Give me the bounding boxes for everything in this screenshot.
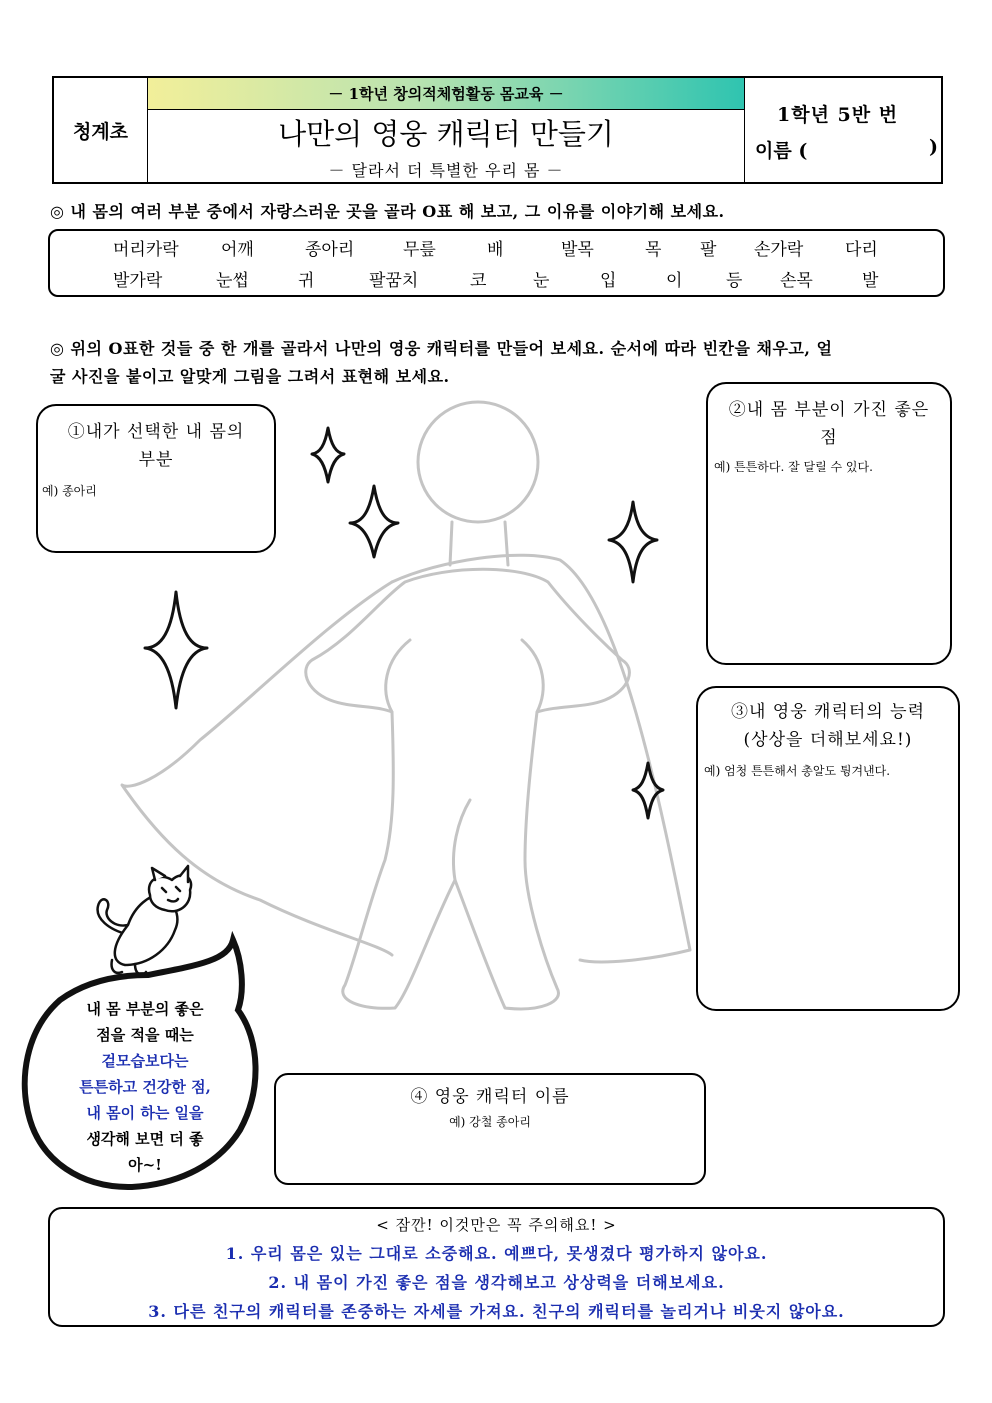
- word-item[interactable]: 손가락: [754, 240, 804, 260]
- instruction-2-line-2: 굴 사진을 붙이고 알맞게 그림을 그려서 표현해 보세요.: [50, 367, 450, 386]
- word-item[interactable]: 손목: [780, 271, 813, 291]
- notice-heading: < 잠깐! 이것만은 꼭 주의해요! >: [376, 1216, 617, 1234]
- word-item[interactable]: 목: [645, 240, 662, 260]
- title-cell: [148, 78, 744, 182]
- box-heading: ④ 영웅 캐릭터 이름: [410, 1087, 570, 1107]
- good-points-box[interactable]: [706, 382, 952, 665]
- box-heading: 부분: [138, 450, 174, 470]
- student-info-cell: [744, 78, 943, 182]
- bubble-line-highlight: 내 몸이 하는 일을: [86, 1104, 204, 1122]
- bubble-line: 아~!: [128, 1156, 162, 1174]
- word-item[interactable]: 귀: [298, 271, 315, 291]
- box-example: 예) 종아리: [42, 484, 97, 498]
- word-item[interactable]: 입: [600, 271, 617, 291]
- box-example: 예) 튼튼하다. 잘 달릴 수 있다.: [714, 460, 873, 474]
- name-field-close[interactable]: ): [929, 136, 938, 158]
- word-item[interactable]: 발: [862, 271, 879, 291]
- notice-rule-2: 2. 내 몸이 가진 좋은 점을 생각해보고 상상력을 더해보세요.: [268, 1273, 725, 1292]
- word-item[interactable]: 머리카락: [113, 240, 179, 260]
- word-item[interactable]: 코: [470, 271, 487, 291]
- box-example: 예) 엄청 튼튼해서 총알도 튕겨낸다.: [704, 764, 891, 778]
- cat-icon: [98, 866, 192, 975]
- word-item[interactable]: 눈썹: [216, 271, 249, 291]
- caution-notice-box: [48, 1207, 945, 1327]
- box-heading: ③내 영웅 캐릭터의 능력: [730, 702, 925, 722]
- word-item[interactable]: 눈: [533, 271, 550, 291]
- word-item[interactable]: 발가락: [113, 271, 163, 291]
- bubble-line-highlight: 겉모습보다는: [101, 1052, 189, 1070]
- course-banner: － 1학년 창의적체험활동 몸교육 －: [148, 78, 744, 110]
- box-heading: 점: [820, 428, 838, 448]
- instruction-2-line-1: ◎ 위의 O표한 것들 중 한 개를 골라서 나만의 영웅 캐릭터를 만들어 보세요. 순서에 따라 빈칸을 채우고, 얼: [50, 339, 833, 358]
- school-name: 청계초: [54, 78, 148, 182]
- word-item[interactable]: 등: [726, 271, 743, 291]
- hero-name-box[interactable]: [274, 1073, 706, 1185]
- bubble-line-highlight: 튼튼하고 건강한 점,: [79, 1078, 211, 1096]
- bubble-line: 내 몸 부분의 좋은: [86, 1000, 204, 1018]
- word-item[interactable]: 무릎: [403, 240, 436, 260]
- hero-ability-box[interactable]: [696, 686, 960, 1011]
- header-table: [52, 76, 943, 184]
- class-number: 1학년 5반 번: [777, 104, 899, 126]
- word-item[interactable]: 이: [666, 271, 683, 291]
- word-item[interactable]: 다리: [845, 240, 878, 260]
- word-item[interactable]: 팔꿈치: [369, 271, 419, 291]
- notice-rule-3: 3. 다른 친구의 캐릭터를 존중하는 자세를 가져요. 친구의 캐릭터를 놀리거나 비웃지 않아요.: [148, 1302, 845, 1321]
- page-title: 나만의 영웅 캐릭터 만들기: [278, 117, 614, 151]
- word-item[interactable]: 종아리: [305, 240, 355, 260]
- word-item[interactable]: 어깨: [221, 240, 254, 260]
- notice-rule-1: 1. 우리 몸은 있는 그대로 소중해요. 예쁘다, 못생겼다 평가하지 않아요.: [225, 1244, 768, 1263]
- name-label: 이름 (: [755, 140, 808, 162]
- box-example: 예) 강철 종아리: [449, 1115, 531, 1129]
- speech-bubble-text: [40, 996, 250, 1178]
- box-heading: (상상을 더해보세요!): [743, 730, 913, 750]
- page-subtitle: － 달라서 더 특별한 우리 몸 －: [328, 161, 564, 180]
- box-heading: ①내가 선택한 내 몸의: [67, 422, 245, 442]
- box-heading: ②내 몸 부분이 가진 좋은: [728, 400, 930, 420]
- word-item[interactable]: 팔: [700, 240, 717, 260]
- instruction-1: ◎ 내 몸의 여러 부분 중에서 자랑스러운 곳을 골라 O표 해 보고, 그 이유를 이야기해 보세요.: [50, 202, 725, 221]
- bubble-line: 생각해 보면 더 좋: [86, 1130, 204, 1148]
- word-item[interactable]: 배: [487, 240, 504, 260]
- bubble-line: 점을 적을 때는: [96, 1026, 194, 1044]
- word-item[interactable]: 발목: [561, 240, 594, 260]
- selected-body-part-box[interactable]: [36, 404, 276, 553]
